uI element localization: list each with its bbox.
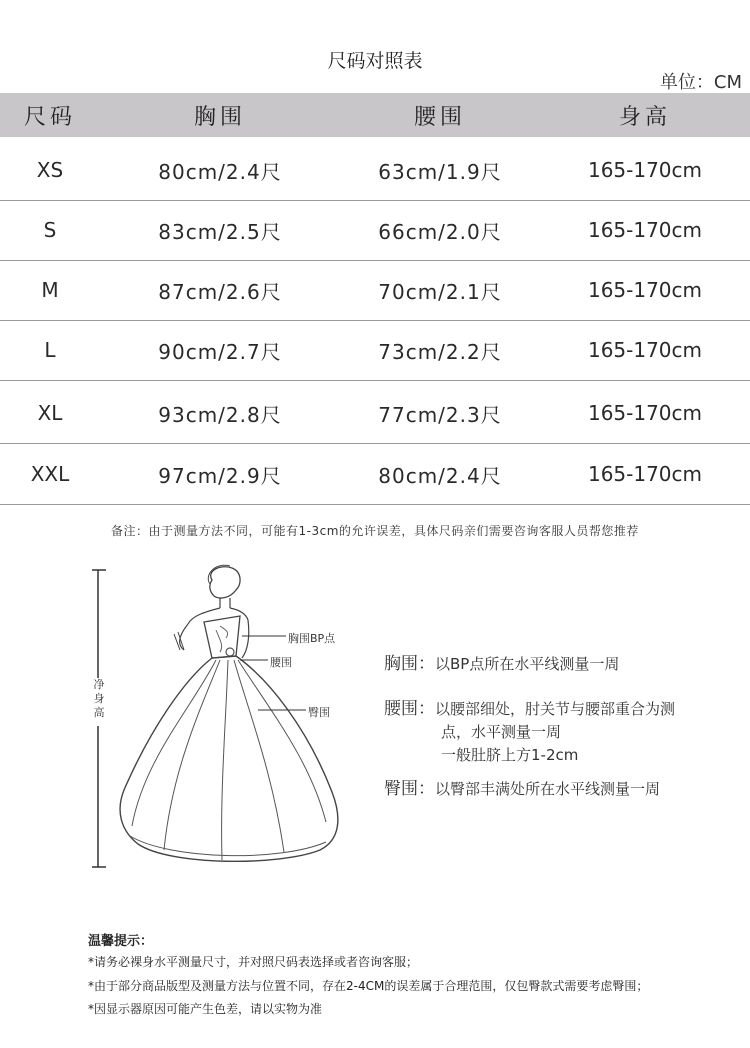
tip-item: *请务必裸身水平测量尺寸，并对照尺码表选择或者咨询客服； xyxy=(88,955,419,969)
page-title: 尺码对照表 xyxy=(327,50,423,72)
cell-size: M xyxy=(41,278,59,302)
height-char: 身 xyxy=(93,692,105,705)
cell-bust: 83cm/2.5尺 xyxy=(158,219,282,244)
cell-height: 165-170cm xyxy=(587,401,703,425)
cell-bust: 93cm/2.8尺 xyxy=(158,402,282,427)
header-waist: 腰围 xyxy=(413,104,466,130)
height-label xyxy=(92,678,106,720)
table-row xyxy=(0,444,750,505)
cell-height: 165-170cm xyxy=(587,278,703,302)
hip-description xyxy=(384,778,660,801)
table-row xyxy=(0,140,750,201)
cell-bust: 97cm/2.9尺 xyxy=(158,463,282,488)
cell-waist: 73cm/2.2尺 xyxy=(378,339,502,364)
cell-height: 165-170cm xyxy=(587,462,703,486)
cell-waist: 70cm/2.1尺 xyxy=(378,279,502,304)
waist-description-line3: 一般肚脐上方1-2cm xyxy=(441,746,579,764)
cell-bust: 80cm/2.4尺 xyxy=(158,159,282,184)
tip-item: *因显示器原因可能产生色差，请以实物为准 xyxy=(88,1002,323,1016)
hip-text: 以臀部丰满处所在水平线测量一周 xyxy=(435,780,661,798)
cell-height: 165-170cm xyxy=(587,218,703,242)
cell-waist: 77cm/2.3尺 xyxy=(378,402,502,427)
waist-description-line2: 点，水平测量一周 xyxy=(441,723,562,741)
cell-waist: 63cm/1.9尺 xyxy=(378,159,502,184)
table-row xyxy=(0,260,750,321)
bust-key: 胸围： xyxy=(384,654,435,674)
height-char: 净 xyxy=(93,678,105,691)
hip-label: 臀围 xyxy=(308,706,330,719)
height-char: 高 xyxy=(93,706,105,719)
waist-text: 以腰部细处，肘关节与腰部重合为测 xyxy=(435,700,676,718)
cell-waist: 66cm/2.0尺 xyxy=(378,219,502,244)
waist-key: 腰围： xyxy=(384,699,435,719)
cell-height: 165-170cm xyxy=(587,158,703,182)
waist-description xyxy=(384,698,675,721)
bust-text: 以BP点所在水平线测量一周 xyxy=(435,655,620,673)
tips-title: 温馨提示： xyxy=(88,934,154,949)
cell-size: S xyxy=(43,218,57,242)
bust-point-label: 胸围BP点 xyxy=(288,632,336,645)
tip-item: *由于部分商品版型及测量方法与位置不同，存在2-4CM的误差属于合理范围，仅包臀款式需要考虑臀围； xyxy=(88,979,649,993)
table-row xyxy=(0,383,750,444)
cell-height: 165-170cm xyxy=(587,338,703,362)
cell-size: L xyxy=(44,338,56,362)
bust-description xyxy=(384,653,619,676)
cell-bust: 87cm/2.6尺 xyxy=(158,279,282,304)
table-row xyxy=(0,200,750,261)
header-height: 身高 xyxy=(618,104,671,130)
table-header xyxy=(0,93,750,137)
cell-size: XL xyxy=(37,401,63,425)
header-bust: 胸围 xyxy=(193,104,246,130)
header-size: 尺码 xyxy=(23,104,76,130)
table-row xyxy=(0,320,750,381)
cell-size: XXL xyxy=(30,462,70,486)
remark-note: 备注：由于测量方法不同，可能有1-3cm的允许误差，具体尺码亲们需要咨询客服人员帮您推荐 xyxy=(111,524,639,538)
cell-size: XS xyxy=(36,158,64,182)
dress-figure-icon xyxy=(80,560,380,890)
unit-label: 单位：CM xyxy=(659,72,742,93)
waist-label: 腰围 xyxy=(270,656,292,669)
cell-waist: 80cm/2.4尺 xyxy=(378,463,502,488)
dress-illustration xyxy=(80,560,380,890)
hip-key: 臀围： xyxy=(384,779,435,799)
cell-bust: 90cm/2.7尺 xyxy=(158,339,282,364)
